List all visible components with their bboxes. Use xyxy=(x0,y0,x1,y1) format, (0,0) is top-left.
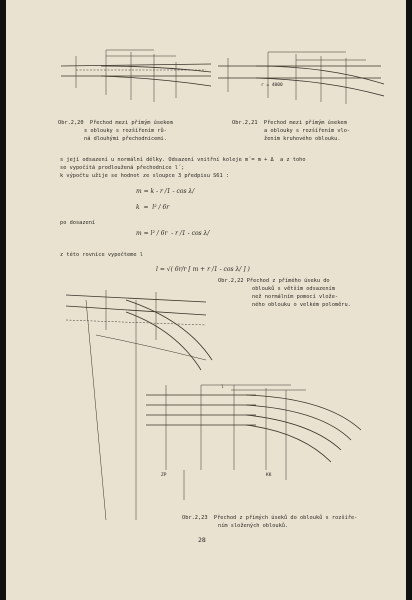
fig-label-zp: ZP xyxy=(161,473,167,478)
figure-2-20 xyxy=(61,50,211,102)
caption-fig-2-22-line1: Obr.2,22 Přechod z přímého úseku do xyxy=(218,278,330,284)
equation-2: k = l² / 6r xyxy=(136,204,170,211)
caption-fig-2-21-line1: Obr.2,21 Přechod mezi přímým úsekem xyxy=(232,120,347,126)
caption-fig-2-22-line4: ného oblouku o velkém poloměru. xyxy=(252,302,351,308)
figure-2-21 xyxy=(218,52,384,104)
body-text-line2: se vypočítá prodloužená přechodnice l´; xyxy=(60,165,185,171)
page-number: 28 xyxy=(198,536,206,544)
caption-fig-2-20-line3: ná dlouhými přechodnicemi. xyxy=(84,136,167,142)
text-po-dosazeni: po dosazení xyxy=(60,220,96,226)
caption-fig-2-20-line1: Obr.2,20 Přechod mezi přímým úsekem xyxy=(58,120,173,126)
figures-drawing xyxy=(6,0,406,600)
fig-label-radius: r = 4000 xyxy=(261,83,283,88)
body-text-line3: k výpočtu užije se hodnot ze sloupce 3 předpisu S61 : xyxy=(60,173,230,179)
text-z-teto-rovnice: z této rovnice vypočteme l xyxy=(60,252,143,258)
caption-fig-2-22-line2: oblouků s větším odsazením xyxy=(252,286,335,292)
caption-fig-2-22-line3: než normálním pomocí vlože- xyxy=(252,294,339,300)
equation-4: l = √( 6r/r [ m + r /1 - cos λ/ ] ) xyxy=(156,266,250,273)
caption-fig-2-23-line2: ním složených oblouků. xyxy=(218,523,289,529)
body-text-line1: s její odsazení u normální délky. Odsazení vnitřní koleje m´= m + Δ a z toho xyxy=(60,157,306,163)
caption-fig-2-21-line3: žením kruhového oblouku. xyxy=(264,136,341,142)
caption-fig-2-20-line2: s oblouky s rozšířením rů- xyxy=(84,128,167,134)
equation-1: m = k - r /1 - cos λ/ xyxy=(136,188,195,195)
figure-2-23 xyxy=(146,385,361,500)
fig-label-l: l xyxy=(221,385,224,390)
fig-label-kk: KK xyxy=(266,473,272,478)
caption-fig-2-21-line2: a oblouky s rozšířením vlo- xyxy=(264,128,351,134)
caption-fig-2-23-line1: Obr.2,23 Přechod z přímých úseků do oblouků s rozšíře- xyxy=(182,515,358,521)
equation-3: m = l² / 6r - r /1 - cos λ/ xyxy=(136,230,210,237)
document-page xyxy=(6,0,406,600)
